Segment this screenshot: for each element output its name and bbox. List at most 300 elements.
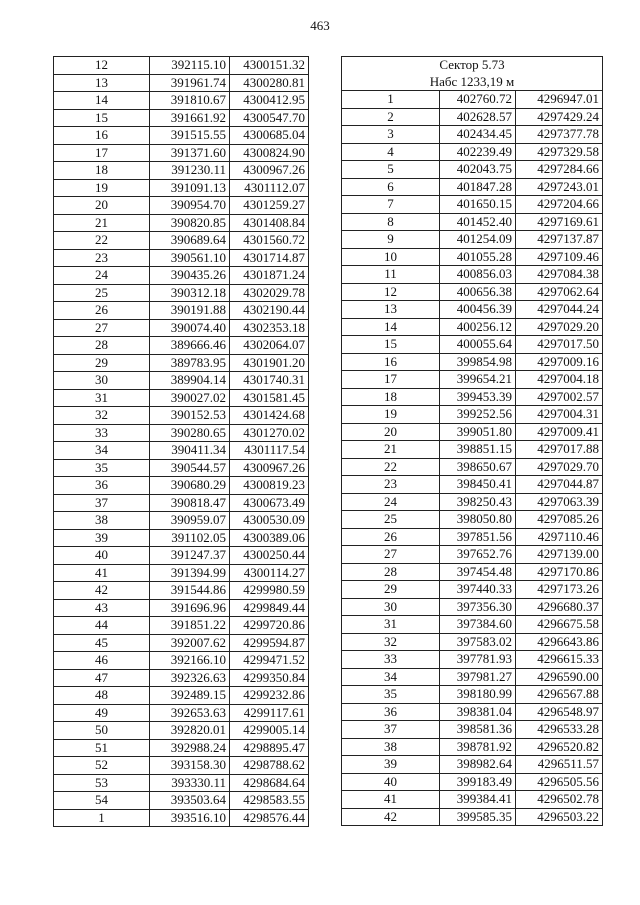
sector-title-row (342, 57, 603, 74)
x-coordinate: 402434.45 (440, 126, 516, 144)
y-coordinate: 4298684.64 (230, 774, 309, 792)
sector-height-row (342, 74, 603, 91)
table-row (342, 406, 603, 424)
point-number: 3 (342, 126, 440, 144)
x-coordinate: 391091.13 (150, 179, 230, 197)
y-coordinate: 4297284.66 (516, 161, 603, 179)
y-coordinate: 4300967.26 (230, 162, 309, 180)
x-coordinate: 402239.49 (440, 143, 516, 161)
point-number: 39 (342, 756, 440, 774)
point-number: 35 (342, 686, 440, 704)
y-coordinate: 4296615.33 (516, 651, 603, 669)
table-row (54, 774, 309, 792)
x-coordinate: 397652.76 (440, 546, 516, 564)
table-row (54, 477, 309, 495)
table-row (54, 74, 309, 92)
x-coordinate: 392166.10 (150, 652, 230, 670)
y-coordinate: 4299849.44 (230, 599, 309, 617)
x-coordinate: 400256.12 (440, 318, 516, 336)
point-number: 22 (342, 458, 440, 476)
y-coordinate: 4297017.88 (516, 441, 603, 459)
y-coordinate: 4297004.18 (516, 371, 603, 389)
point-number: 12 (54, 57, 150, 75)
y-coordinate: 4300114.27 (230, 564, 309, 582)
x-coordinate: 391515.55 (150, 127, 230, 145)
point-number: 8 (342, 213, 440, 231)
y-coordinate: 4296505.56 (516, 773, 603, 791)
point-number: 15 (342, 336, 440, 354)
y-coordinate: 4302064.07 (230, 337, 309, 355)
point-number: 32 (54, 407, 150, 425)
y-coordinate: 4301270.02 (230, 424, 309, 442)
table-row (342, 266, 603, 284)
x-coordinate: 391102.05 (150, 529, 230, 547)
x-coordinate: 402628.57 (440, 108, 516, 126)
x-coordinate: 399654.21 (440, 371, 516, 389)
point-number: 38 (54, 512, 150, 530)
table-row (342, 126, 603, 144)
point-number: 29 (54, 354, 150, 372)
x-coordinate: 392820.01 (150, 722, 230, 740)
point-number: 16 (54, 127, 150, 145)
table-row (54, 319, 309, 337)
table-row (342, 721, 603, 739)
x-coordinate: 402760.72 (440, 91, 516, 109)
table-row (342, 353, 603, 371)
page-number: 463 (310, 18, 330, 33)
table-row (342, 371, 603, 389)
x-coordinate: 399384.41 (440, 791, 516, 809)
table-row (342, 143, 603, 161)
table-row (342, 388, 603, 406)
table-row (342, 756, 603, 774)
x-coordinate: 400055.64 (440, 336, 516, 354)
point-number: 40 (342, 773, 440, 791)
x-coordinate: 399453.39 (440, 388, 516, 406)
x-coordinate: 398851.15 (440, 441, 516, 459)
point-number: 36 (54, 477, 150, 495)
table-row (54, 337, 309, 355)
table-row (54, 92, 309, 110)
sector-title: Сектор 5.73 (342, 57, 603, 74)
x-coordinate: 397851.56 (440, 528, 516, 546)
point-number: 18 (342, 388, 440, 406)
y-coordinate: 4296643.86 (516, 633, 603, 651)
table-row (342, 231, 603, 249)
table-row (342, 318, 603, 336)
y-coordinate: 4300967.26 (230, 459, 309, 477)
x-coordinate: 397384.60 (440, 616, 516, 634)
x-coordinate: 399252.56 (440, 406, 516, 424)
table-row (54, 127, 309, 145)
x-coordinate: 398050.80 (440, 511, 516, 529)
y-coordinate: 4296503.22 (516, 808, 603, 826)
point-number: 27 (54, 319, 150, 337)
table-row (54, 459, 309, 477)
y-coordinate: 4300673.49 (230, 494, 309, 512)
y-coordinate: 4301259.27 (230, 197, 309, 215)
y-coordinate: 4300547.70 (230, 109, 309, 127)
y-coordinate: 4300685.04 (230, 127, 309, 145)
x-coordinate: 398581.36 (440, 721, 516, 739)
point-number: 5 (342, 161, 440, 179)
x-coordinate: 390954.70 (150, 197, 230, 215)
point-number: 34 (54, 442, 150, 460)
x-coordinate: 391661.92 (150, 109, 230, 127)
table-row (342, 441, 603, 459)
table-row (54, 144, 309, 162)
table-row (342, 528, 603, 546)
point-number: 23 (342, 476, 440, 494)
x-coordinate: 391696.96 (150, 599, 230, 617)
x-coordinate: 391247.37 (150, 547, 230, 565)
point-number: 20 (54, 197, 150, 215)
x-coordinate: 401055.28 (440, 248, 516, 266)
table-row (54, 687, 309, 705)
x-coordinate: 398450.41 (440, 476, 516, 494)
point-number: 21 (54, 214, 150, 232)
y-coordinate: 4300280.81 (230, 74, 309, 92)
x-coordinate: 397583.02 (440, 633, 516, 651)
point-number: 33 (342, 651, 440, 669)
point-number: 13 (342, 301, 440, 319)
point-number: 9 (342, 231, 440, 249)
table-row (342, 91, 603, 109)
point-number: 42 (54, 582, 150, 600)
x-coordinate: 390411.34 (150, 442, 230, 460)
table-row (54, 232, 309, 250)
point-number: 26 (54, 302, 150, 320)
table-row (54, 284, 309, 302)
y-coordinate: 4301117.54 (230, 442, 309, 460)
point-number: 21 (342, 441, 440, 459)
x-coordinate: 393503.64 (150, 792, 230, 810)
x-coordinate: 390820.85 (150, 214, 230, 232)
table-row (342, 283, 603, 301)
table-row (342, 581, 603, 599)
y-coordinate: 4299117.61 (230, 704, 309, 722)
point-number: 11 (342, 266, 440, 284)
y-coordinate: 4297009.41 (516, 423, 603, 441)
table-row (54, 57, 309, 75)
y-coordinate: 4297085.26 (516, 511, 603, 529)
x-coordinate: 391544.86 (150, 582, 230, 600)
point-number: 22 (54, 232, 150, 250)
y-coordinate: 4296675.58 (516, 616, 603, 634)
point-number: 18 (54, 162, 150, 180)
y-coordinate: 4299471.52 (230, 652, 309, 670)
x-coordinate: 390191.88 (150, 302, 230, 320)
point-number: 28 (342, 563, 440, 581)
y-coordinate: 4301424.68 (230, 407, 309, 425)
y-coordinate: 4297137.87 (516, 231, 603, 249)
table-row (342, 108, 603, 126)
table-row (342, 668, 603, 686)
x-coordinate: 397356.30 (440, 598, 516, 616)
x-coordinate: 398781.92 (440, 738, 516, 756)
y-coordinate: 4296548.97 (516, 703, 603, 721)
y-coordinate: 4301408.84 (230, 214, 309, 232)
table-row (342, 301, 603, 319)
table-row (54, 424, 309, 442)
y-coordinate: 4297110.46 (516, 528, 603, 546)
point-number: 50 (54, 722, 150, 740)
y-coordinate: 4302190.44 (230, 302, 309, 320)
x-coordinate: 398250.43 (440, 493, 516, 511)
y-coordinate: 4298583.55 (230, 792, 309, 810)
point-number: 4 (342, 143, 440, 161)
y-coordinate: 4297377.78 (516, 126, 603, 144)
table-row (54, 669, 309, 687)
point-number: 14 (54, 92, 150, 110)
y-coordinate: 4297063.39 (516, 493, 603, 511)
y-coordinate: 4300151.32 (230, 57, 309, 75)
x-coordinate: 398381.04 (440, 703, 516, 721)
point-number: 28 (54, 337, 150, 355)
table-row (54, 547, 309, 565)
y-coordinate: 4297173.26 (516, 581, 603, 599)
sector-height: Набс 1233,19 м (342, 74, 603, 91)
y-coordinate: 4297029.20 (516, 318, 603, 336)
y-coordinate: 4301560.72 (230, 232, 309, 250)
point-number: 19 (54, 179, 150, 197)
x-coordinate: 392115.10 (150, 57, 230, 75)
x-coordinate: 390312.18 (150, 284, 230, 302)
point-number: 19 (342, 406, 440, 424)
y-coordinate: 4297243.01 (516, 178, 603, 196)
x-coordinate: 390544.57 (150, 459, 230, 477)
point-number: 24 (342, 493, 440, 511)
y-coordinate: 4297109.46 (516, 248, 603, 266)
table-row (54, 302, 309, 320)
y-coordinate: 4297017.50 (516, 336, 603, 354)
point-number: 34 (342, 668, 440, 686)
point-number: 53 (54, 774, 150, 792)
x-coordinate: 392007.62 (150, 634, 230, 652)
x-coordinate: 398180.99 (440, 686, 516, 704)
y-coordinate: 4300824.90 (230, 144, 309, 162)
y-coordinate: 4296502.78 (516, 791, 603, 809)
x-coordinate: 399854.98 (440, 353, 516, 371)
table-row (342, 196, 603, 214)
y-coordinate: 4302029.78 (230, 284, 309, 302)
x-coordinate: 400656.38 (440, 283, 516, 301)
point-number: 29 (342, 581, 440, 599)
point-number: 16 (342, 353, 440, 371)
table-row (54, 792, 309, 810)
x-coordinate: 390561.10 (150, 249, 230, 267)
table-row (54, 372, 309, 390)
table-row (54, 564, 309, 582)
point-number: 30 (342, 598, 440, 616)
table-row (54, 162, 309, 180)
point-number: 15 (54, 109, 150, 127)
y-coordinate: 4297044.87 (516, 476, 603, 494)
y-coordinate: 4297084.38 (516, 266, 603, 284)
table-row (54, 109, 309, 127)
x-coordinate: 392653.63 (150, 704, 230, 722)
x-coordinate: 400456.39 (440, 301, 516, 319)
table-row (54, 634, 309, 652)
table-row (342, 336, 603, 354)
table-row (342, 511, 603, 529)
y-coordinate: 4296533.28 (516, 721, 603, 739)
table-row (54, 249, 309, 267)
y-coordinate: 4300389.06 (230, 529, 309, 547)
y-coordinate: 4297204.66 (516, 196, 603, 214)
point-number: 7 (342, 196, 440, 214)
x-coordinate: 390689.64 (150, 232, 230, 250)
point-number: 36 (342, 703, 440, 721)
x-coordinate: 398982.64 (440, 756, 516, 774)
y-coordinate: 4296590.00 (516, 668, 603, 686)
x-coordinate: 392489.15 (150, 687, 230, 705)
table-row (54, 652, 309, 670)
y-coordinate: 4301901.20 (230, 354, 309, 372)
point-number: 12 (342, 283, 440, 301)
y-coordinate: 4301871.24 (230, 267, 309, 285)
x-coordinate: 397440.33 (440, 581, 516, 599)
point-number: 14 (342, 318, 440, 336)
x-coordinate: 389904.14 (150, 372, 230, 390)
y-coordinate: 4296520.82 (516, 738, 603, 756)
x-coordinate: 391394.99 (150, 564, 230, 582)
point-number: 13 (54, 74, 150, 92)
point-number: 27 (342, 546, 440, 564)
x-coordinate: 393330.11 (150, 774, 230, 792)
x-coordinate: 391810.67 (150, 92, 230, 110)
y-coordinate: 4296567.88 (516, 686, 603, 704)
x-coordinate: 401847.28 (440, 178, 516, 196)
table-row (54, 599, 309, 617)
table-row (342, 161, 603, 179)
x-coordinate: 391851.22 (150, 617, 230, 635)
point-number: 45 (54, 634, 150, 652)
point-number: 47 (54, 669, 150, 687)
x-coordinate: 400856.03 (440, 266, 516, 284)
table-row (342, 423, 603, 441)
point-number: 24 (54, 267, 150, 285)
point-number: 10 (342, 248, 440, 266)
x-coordinate: 401452.40 (440, 213, 516, 231)
x-coordinate: 399183.49 (440, 773, 516, 791)
y-coordinate: 4296680.37 (516, 598, 603, 616)
y-coordinate: 4298788.62 (230, 757, 309, 775)
point-number: 1 (342, 91, 440, 109)
point-number: 2 (342, 108, 440, 126)
point-number: 38 (342, 738, 440, 756)
x-coordinate: 389666.46 (150, 337, 230, 355)
table-row (342, 458, 603, 476)
x-coordinate: 390280.65 (150, 424, 230, 442)
point-number: 17 (342, 371, 440, 389)
table-row (342, 563, 603, 581)
point-number: 48 (54, 687, 150, 705)
x-coordinate: 390435.26 (150, 267, 230, 285)
x-coordinate: 390074.40 (150, 319, 230, 337)
point-number: 6 (342, 178, 440, 196)
x-coordinate: 397781.93 (440, 651, 516, 669)
point-number: 20 (342, 423, 440, 441)
table-row (342, 773, 603, 791)
y-coordinate: 4300530.09 (230, 512, 309, 530)
point-number: 41 (342, 791, 440, 809)
point-number: 1 (54, 809, 150, 827)
table-row (342, 476, 603, 494)
table-row (342, 213, 603, 231)
table-row (342, 598, 603, 616)
point-number: 37 (342, 721, 440, 739)
table-row (54, 757, 309, 775)
x-coordinate: 402043.75 (440, 161, 516, 179)
y-coordinate: 4298576.44 (230, 809, 309, 827)
point-number: 39 (54, 529, 150, 547)
table-row (342, 686, 603, 704)
y-coordinate: 4300412.95 (230, 92, 309, 110)
table-row (342, 178, 603, 196)
left-coordinates-table (53, 56, 309, 827)
right-table-body (342, 57, 603, 826)
table-row (54, 179, 309, 197)
point-number: 25 (54, 284, 150, 302)
x-coordinate: 391961.74 (150, 74, 230, 92)
point-number: 42 (342, 808, 440, 826)
y-coordinate: 4299720.86 (230, 617, 309, 635)
x-coordinate: 391230.11 (150, 162, 230, 180)
y-coordinate: 4299980.59 (230, 582, 309, 600)
y-coordinate: 4296511.57 (516, 756, 603, 774)
y-coordinate: 4301714.87 (230, 249, 309, 267)
x-coordinate: 389783.95 (150, 354, 230, 372)
table-row (342, 493, 603, 511)
x-coordinate: 401254.09 (440, 231, 516, 249)
point-number: 33 (54, 424, 150, 442)
y-coordinate: 4297170.86 (516, 563, 603, 581)
y-coordinate: 4300819.23 (230, 477, 309, 495)
left-table-body (54, 57, 309, 827)
table-row (54, 407, 309, 425)
y-coordinate: 4300250.44 (230, 547, 309, 565)
x-coordinate: 392988.24 (150, 739, 230, 757)
x-coordinate: 390959.07 (150, 512, 230, 530)
point-number: 37 (54, 494, 150, 512)
point-number: 17 (54, 144, 150, 162)
table-row (54, 354, 309, 372)
x-coordinate: 390152.53 (150, 407, 230, 425)
point-number: 35 (54, 459, 150, 477)
y-coordinate: 4297002.57 (516, 388, 603, 406)
y-coordinate: 4301112.07 (230, 179, 309, 197)
table-row (342, 616, 603, 634)
table-row (54, 214, 309, 232)
y-coordinate: 4297139.00 (516, 546, 603, 564)
point-number: 31 (342, 616, 440, 634)
y-coordinate: 4301740.31 (230, 372, 309, 390)
point-number: 32 (342, 633, 440, 651)
x-coordinate: 390680.29 (150, 477, 230, 495)
point-number: 31 (54, 389, 150, 407)
y-coordinate: 4299594.87 (230, 634, 309, 652)
y-coordinate: 4302353.18 (230, 319, 309, 337)
point-number: 30 (54, 372, 150, 390)
y-coordinate: 4298895.47 (230, 739, 309, 757)
point-number: 23 (54, 249, 150, 267)
y-coordinate: 4297029.70 (516, 458, 603, 476)
table-row (54, 197, 309, 215)
table-row (54, 442, 309, 460)
table-row (54, 704, 309, 722)
table-row (342, 738, 603, 756)
